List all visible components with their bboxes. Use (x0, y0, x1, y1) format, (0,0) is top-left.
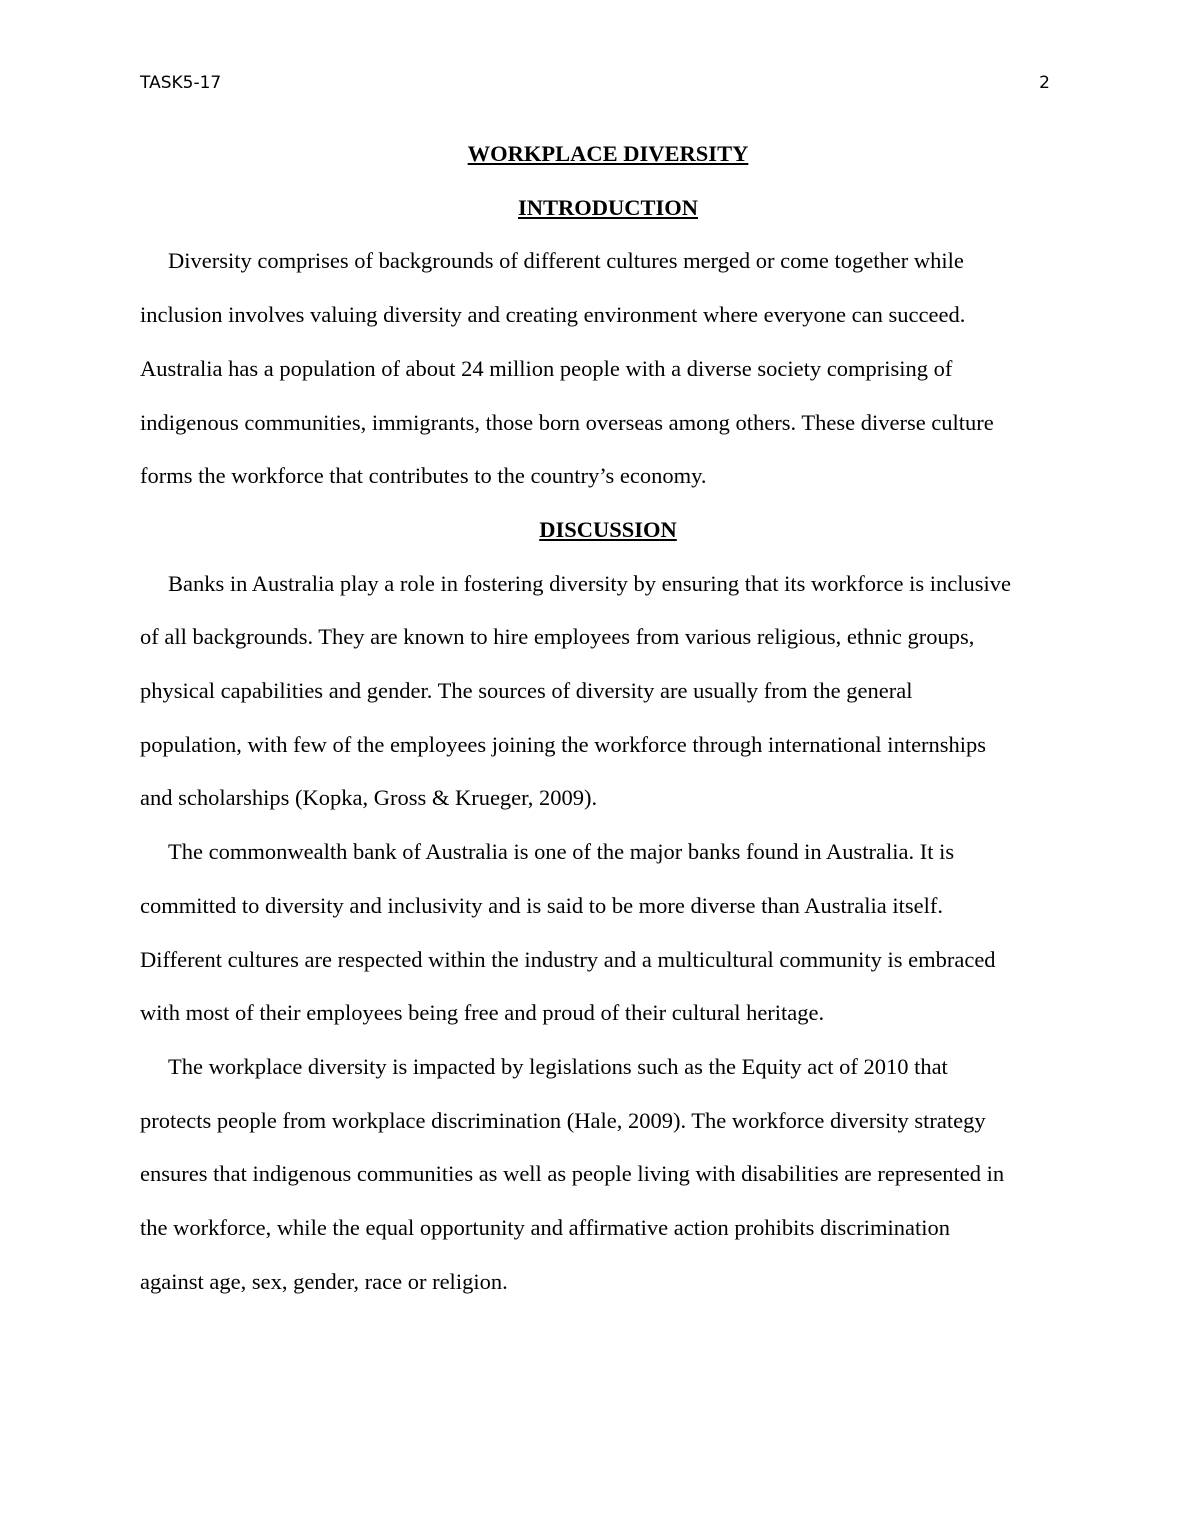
paragraph-line: of all backgrounds. They are known to hire employees from various religious, ethnic groups, (140, 624, 975, 650)
paragraph-line: inclusion involves valuing diversity and creating environment where everyone can succeed. (140, 302, 966, 328)
paragraph-line: and scholarships (Kopka, Gross & Krueger, 2009). (140, 785, 598, 811)
paragraph-line: physical capabilities and gender. The sources of diversity are usually from the general (140, 678, 913, 704)
paragraph-line: Diversity comprises of backgrounds of different cultures merged or come together while (168, 248, 964, 274)
paragraph-line: with most of their employees being free and proud of their cultural heritage. (140, 1000, 825, 1026)
section-heading-discussion: DISCUSSION (539, 516, 677, 542)
paragraph-discussion-legislation (140, 1040, 1052, 1309)
document-body (140, 127, 1052, 1308)
paragraph-line: indigenous communities, immigrants, those born overseas among others. These diverse culture (140, 409, 994, 435)
paragraph-line: Australia has a population of about 24 million people with a diverse society comprising of (140, 355, 953, 381)
page-number: 2 (1039, 73, 1050, 93)
paragraph-line: protects people from workplace discrimination (Hale, 2009). The workforce diversity strategy (140, 1107, 986, 1133)
paragraph-line: Banks in Australia play a role in fostering diversity by ensuring that its workforce is inclusive (168, 570, 1011, 596)
document-title: WORKPLACE DIVERSITY (467, 141, 749, 166)
paragraph-line: The commonwealth bank of Australia is one of the major banks found in Australia. It is (168, 839, 955, 865)
paragraph-introduction (140, 234, 1052, 503)
running-head: TASK5-17 (140, 73, 222, 93)
paragraph-discussion-banks (140, 557, 1052, 826)
paragraph-line: The workplace diversity is impacted by legislations such as the Equity act of 2010 that (168, 1053, 948, 1079)
paragraph-discussion-commonwealth (140, 825, 1052, 1040)
paragraph-line: ensures that indigenous communities as well as people living with disabilities are represented in (140, 1161, 1005, 1187)
paragraph-line: population, with few of the employees joining the workforce through international internships (140, 731, 987, 757)
paragraph-line: committed to diversity and inclusivity and is said to be more diverse than Australia itself. (140, 892, 943, 918)
section-heading-introduction: INTRODUCTION (517, 194, 699, 220)
paragraph-line: the workforce, while the equal opportunity and affirmative action prohibits discrimination (140, 1215, 950, 1241)
paragraph-line: Different cultures are respected within the industry and a multicultural community is embraced (140, 946, 996, 972)
paragraph-line: against age, sex, gender, race or religion. (140, 1268, 508, 1294)
paragraph-line: forms the workforce that contributes to the country’s economy. (140, 463, 707, 489)
